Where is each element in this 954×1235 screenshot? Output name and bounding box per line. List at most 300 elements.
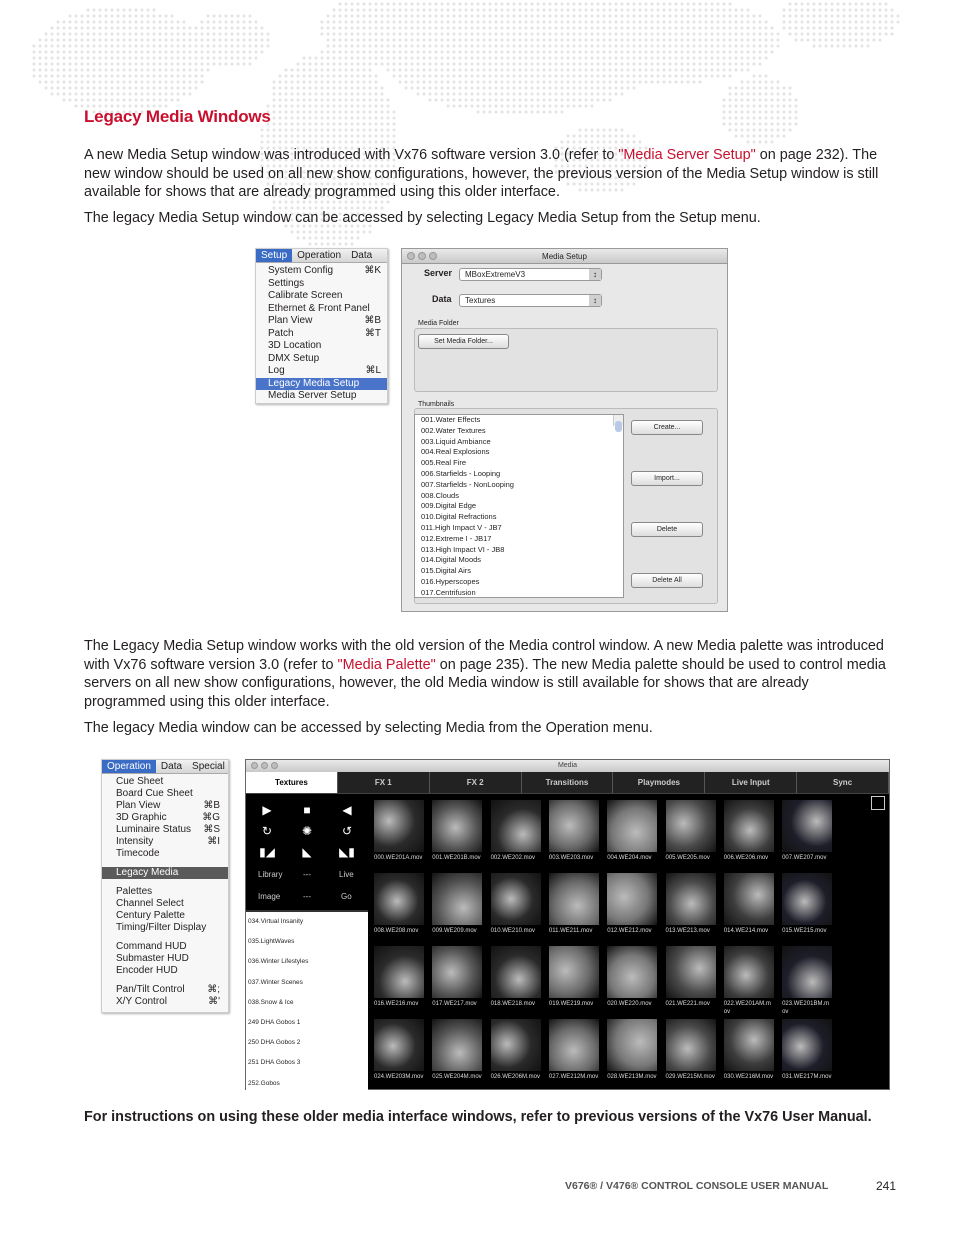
- thumbnail-image: [666, 1019, 716, 1071]
- map-dot: [129, 27, 132, 30]
- menu-data[interactable]: Data: [351, 250, 373, 261]
- menu-item[interactable]: [102, 836, 228, 848]
- map-dot: [123, 33, 126, 36]
- map-dot: [579, 15, 582, 18]
- menu-item[interactable]: [256, 303, 387, 316]
- map-dot: [51, 39, 54, 42]
- list-item[interactable]: 249 DHA Gobos 1: [248, 1018, 301, 1026]
- map-dot: [603, 99, 606, 102]
- list-item[interactable]: 003.Liquid Ambiance: [421, 436, 491, 446]
- bounce-icon[interactable]: ↺: [341, 824, 353, 838]
- map-dot: [39, 63, 42, 66]
- menu-item-shortcut: ⌘L: [365, 365, 381, 376]
- map-dot: [423, 63, 426, 66]
- map-dot: [333, 231, 336, 234]
- map-dot: [381, 3, 384, 6]
- map-dot: [411, 39, 414, 42]
- map-dot: [147, 9, 150, 12]
- map-dot: [807, 9, 810, 12]
- map-dot: [537, 3, 540, 6]
- map-dot: [435, 81, 438, 84]
- map-dot: [429, 93, 432, 96]
- map-dot: [297, 69, 300, 72]
- menu-item[interactable]: [102, 812, 228, 824]
- map-dot: [567, 3, 570, 6]
- menu-item-label: DMX Setup: [268, 352, 320, 364]
- menu-item[interactable]: [102, 922, 228, 934]
- menu-item[interactable]: [256, 278, 387, 291]
- media-thumbnail[interactable]: [724, 946, 774, 1016]
- media-thumbnail[interactable]: [666, 1019, 716, 1089]
- map-dot: [339, 39, 342, 42]
- map-dot: [141, 45, 144, 48]
- delete-all-button[interactable]: Delete All: [631, 573, 703, 588]
- map-dot: [561, 27, 564, 30]
- live-button[interactable]: Live: [339, 870, 354, 879]
- menu-item[interactable]: [256, 265, 387, 278]
- map-dot: [573, 141, 576, 144]
- map-dot: [429, 27, 432, 30]
- media-server-setup-link[interactable]: "Media Server Setup": [618, 147, 756, 163]
- list-item[interactable]: 251 DHA Gobos 3: [248, 1059, 301, 1067]
- map-dot: [285, 129, 288, 132]
- map-dot: [477, 21, 480, 24]
- map-dot: [147, 39, 150, 42]
- map-dot: [279, 75, 282, 78]
- menu-item[interactable]: [102, 824, 228, 836]
- map-dot: [111, 27, 114, 30]
- media-thumbnail[interactable]: [432, 873, 482, 943]
- list-item[interactable]: 012.Extreme I - JB17: [421, 533, 492, 543]
- map-dot: [81, 87, 84, 90]
- map-dot: [321, 237, 324, 240]
- map-dot: [453, 63, 456, 66]
- media-thumbnail[interactable]: [374, 873, 424, 943]
- map-dot: [309, 117, 312, 120]
- zoom-icon[interactable]: [271, 762, 278, 769]
- media-thumbnail[interactable]: [432, 1019, 482, 1089]
- set-media-folder-button[interactable]: Set Media Folder...: [418, 334, 509, 349]
- map-dot: [447, 63, 450, 66]
- menu-setup[interactable]: Setup: [256, 249, 292, 262]
- map-dot: [219, 21, 222, 24]
- map-dot: [489, 3, 492, 6]
- loop-icon[interactable]: ↻: [261, 824, 273, 838]
- tab-textures[interactable]: Textures: [246, 772, 338, 793]
- map-dot: [501, 75, 504, 78]
- map-dot: [627, 45, 630, 48]
- menu-item[interactable]: [256, 290, 387, 303]
- map-dot: [141, 57, 144, 60]
- map-dot: [717, 63, 720, 66]
- map-dot: [549, 15, 552, 18]
- map-dot: [201, 51, 204, 54]
- tab-playmodes[interactable]: Playmodes: [613, 772, 705, 793]
- map-dot: [843, 39, 846, 42]
- list-scrollbar[interactable]: [613, 415, 623, 426]
- media-thumbnail[interactable]: [374, 1019, 424, 1089]
- map-dot: [585, 75, 588, 78]
- menu-item-shortcut: ⌘T: [364, 327, 381, 339]
- map-dot: [357, 63, 360, 66]
- map-dot: [171, 99, 174, 102]
- map-dot: [537, 75, 540, 78]
- map-dot: [75, 69, 78, 72]
- map-dot: [867, 27, 870, 30]
- map-dot: [471, 99, 474, 102]
- media-thumbnail[interactable]: [724, 800, 774, 870]
- list-item[interactable]: 007.Starfields - NonLooping: [421, 479, 514, 489]
- map-dot: [759, 45, 762, 48]
- map-dot: [435, 3, 438, 6]
- map-dot: [579, 141, 582, 144]
- map-dot: [309, 135, 312, 138]
- map-dot: [639, 141, 642, 144]
- media-thumbnail[interactable]: [491, 800, 541, 870]
- delete-button[interactable]: Delete: [631, 522, 703, 537]
- menu-item[interactable]: [102, 984, 228, 996]
- tab-fx-2[interactable]: FX 2: [430, 772, 522, 793]
- menu-item-shortcut: ⌘B: [203, 800, 220, 811]
- play-icon[interactable]: ▶: [262, 803, 272, 817]
- list-item[interactable]: 252.Gobos: [248, 1079, 280, 1087]
- map-dot: [429, 81, 432, 84]
- map-dot: [519, 45, 522, 48]
- list-item[interactable]: 037.Winter Scenes: [248, 978, 303, 986]
- map-dot: [99, 93, 102, 96]
- map-dot: [99, 75, 102, 78]
- map-dot: [477, 33, 480, 36]
- map-dot: [645, 27, 648, 30]
- media-thumbnail[interactable]: [607, 873, 657, 943]
- map-dot: [291, 93, 294, 96]
- media-thumbnail[interactable]: [374, 946, 424, 1016]
- menu-data[interactable]: Data: [160, 761, 183, 772]
- media-thumbnail[interactable]: [607, 1019, 657, 1089]
- list-item[interactable]: 016.Hyperscopes: [421, 576, 480, 586]
- media-thumbnail[interactable]: [549, 1019, 599, 1089]
- media-library-list[interactable]: [246, 910, 368, 1090]
- map-dot: [57, 33, 60, 36]
- map-dot: [849, 45, 852, 48]
- map-dot: [519, 99, 522, 102]
- map-dot: [477, 63, 480, 66]
- map-dot: [45, 75, 48, 78]
- reverse-icon[interactable]: ◀: [342, 803, 352, 817]
- map-dot: [723, 33, 726, 36]
- media-thumbnail[interactable]: [724, 1019, 774, 1089]
- list-item[interactable]: 008.Clouds: [421, 490, 459, 500]
- menu-item[interactable]: [102, 996, 228, 1008]
- import-button[interactable]: Import...: [631, 471, 703, 486]
- map-dot: [669, 57, 672, 60]
- media-thumbnail[interactable]: [491, 1019, 541, 1089]
- list-item[interactable]: 011.High Impact V - JB7: [421, 522, 502, 532]
- map-dot: [141, 63, 144, 66]
- server-select[interactable]: MBoxExtremeV3 ↕: [459, 268, 602, 281]
- map-dot: [201, 33, 204, 36]
- map-dot: [69, 93, 72, 96]
- menu-item[interactable]: [102, 800, 228, 812]
- media-thumbnail[interactable]: [491, 873, 541, 943]
- map-dot: [495, 15, 498, 18]
- map-dot: [327, 15, 330, 18]
- menu-item[interactable]: [102, 788, 228, 800]
- media-thumbnail[interactable]: [491, 946, 541, 1016]
- map-dot: [345, 99, 348, 102]
- map-dot: [333, 81, 336, 84]
- media-thumbnail[interactable]: [782, 800, 832, 870]
- tab-fx-1[interactable]: FX 1: [338, 772, 430, 793]
- map-dot: [543, 99, 546, 102]
- menu-item[interactable]: [102, 941, 228, 953]
- map-dot: [381, 141, 384, 144]
- map-dot: [717, 27, 720, 30]
- list-item[interactable]: 001.Water Effects: [421, 415, 481, 424]
- section-heading: Legacy Media Windows: [84, 107, 271, 126]
- map-dot: [651, 63, 654, 66]
- map-dot: [333, 9, 336, 12]
- list-item[interactable]: 002.Water Textures: [421, 425, 486, 435]
- map-dot: [339, 27, 342, 30]
- menu-operation[interactable]: Operation: [297, 250, 342, 261]
- map-dot: [219, 45, 222, 48]
- map-dot: [441, 93, 444, 96]
- go-button[interactable]: Go: [341, 892, 352, 901]
- list-item[interactable]: 035.LightWaves: [248, 938, 295, 946]
- map-dot: [165, 69, 168, 72]
- close-icon[interactable]: [251, 762, 258, 769]
- map-dot: [333, 243, 336, 246]
- map-dot: [861, 33, 864, 36]
- map-dot: [621, 15, 624, 18]
- map-dot: [501, 15, 504, 18]
- map-dot: [891, 33, 894, 36]
- list-item[interactable]: 038.Snow & Ice: [248, 998, 294, 1006]
- media-thumbnail[interactable]: [374, 800, 424, 870]
- media-thumbnail[interactable]: [549, 873, 599, 943]
- media-thumbnail[interactable]: [432, 800, 482, 870]
- grid-scroll-box[interactable]: [871, 796, 885, 810]
- media-thumbnail[interactable]: [782, 873, 832, 943]
- map-dot: [729, 117, 732, 120]
- map-dot: [747, 57, 750, 60]
- menu-item[interactable]: [102, 965, 228, 977]
- map-dot: [393, 39, 396, 42]
- step-forward-icon[interactable]: ▮◢: [259, 845, 275, 859]
- list-item[interactable]: 010.Digital Refractions: [421, 512, 497, 522]
- map-dot: [573, 9, 576, 12]
- menu-item[interactable]: [256, 378, 387, 391]
- map-dot: [387, 129, 390, 132]
- map-dot: [483, 9, 486, 12]
- list-item[interactable]: 034.Virtual Insanity: [248, 918, 304, 925]
- map-dot: [729, 87, 732, 90]
- map-dot: [813, 21, 816, 24]
- list-item[interactable]: 036.Winter Lifestyles: [248, 958, 309, 966]
- map-dot: [219, 39, 222, 42]
- map-dot: [291, 75, 294, 78]
- map-dot: [405, 63, 408, 66]
- map-dot: [633, 45, 636, 48]
- stop-icon[interactable]: ■: [303, 803, 311, 817]
- map-dot: [885, 27, 888, 30]
- map-dot: [609, 63, 612, 66]
- map-dot: [585, 105, 588, 108]
- map-dot: [255, 51, 258, 54]
- map-dot: [531, 39, 534, 42]
- map-dot: [171, 33, 174, 36]
- media-thumbnail[interactable]: [432, 946, 482, 1016]
- map-dot: [291, 231, 294, 234]
- list-item[interactable]: 013.High Impact VI - JB8: [421, 544, 505, 554]
- map-dot: [843, 21, 846, 24]
- map-dot: [357, 99, 360, 102]
- map-dot: [417, 69, 420, 72]
- map-dot: [789, 9, 792, 12]
- map-dot: [345, 237, 348, 240]
- media-thumbnail[interactable]: [607, 800, 657, 870]
- scroll-thumb[interactable]: [615, 421, 622, 432]
- menu-item[interactable]: [102, 910, 228, 922]
- menu-item-shortcut: ⌘B: [364, 315, 381, 326]
- map-dot: [129, 69, 132, 72]
- list-item[interactable]: 014.Digital Moods: [421, 555, 482, 565]
- map-dot: [375, 3, 378, 6]
- map-dot: [633, 141, 636, 144]
- map-dot: [855, 21, 858, 24]
- map-dot: [471, 9, 474, 12]
- menu-item[interactable]: [102, 867, 228, 879]
- map-dot: [735, 117, 738, 120]
- media-thumbnail[interactable]: [666, 800, 716, 870]
- media-thumbnail[interactable]: [666, 873, 716, 943]
- media-thumbnail[interactable]: [607, 946, 657, 1016]
- list-item[interactable]: 005.Real Fire: [421, 458, 467, 468]
- map-dot: [765, 111, 768, 114]
- map-dot: [465, 75, 468, 78]
- menu-item[interactable]: [256, 353, 387, 366]
- map-dot: [213, 21, 216, 24]
- random-icon[interactable]: ✺: [301, 824, 313, 838]
- map-dot: [75, 93, 78, 96]
- map-dot: [51, 63, 54, 66]
- media-thumbnail[interactable]: [549, 800, 599, 870]
- menu-item[interactable]: [102, 898, 228, 910]
- map-dot: [297, 237, 300, 240]
- map-dot: [657, 15, 660, 18]
- map-dot: [213, 33, 216, 36]
- pause-icon[interactable]: ◣: [302, 845, 312, 859]
- map-dot: [741, 129, 744, 132]
- media-thumbnail[interactable]: [782, 946, 832, 1016]
- list-item[interactable]: 017.Centrifusion: [421, 587, 476, 597]
- media-thumbnail[interactable]: [549, 946, 599, 1016]
- map-dot: [441, 39, 444, 42]
- menu-operation[interactable]: Operation: [102, 760, 156, 773]
- map-dot: [561, 57, 564, 60]
- map-dot: [171, 87, 174, 90]
- close-icon[interactable]: [407, 252, 415, 260]
- map-dot: [555, 15, 558, 18]
- map-dot: [567, 69, 570, 72]
- map-dot: [159, 69, 162, 72]
- menu-item[interactable]: [102, 953, 228, 965]
- map-dot: [753, 15, 756, 18]
- map-dot: [195, 81, 198, 84]
- map-dot: [93, 45, 96, 48]
- thumbnails-list[interactable]: [414, 414, 624, 598]
- tab-transitions[interactable]: Transitions: [522, 772, 614, 793]
- media-palette-link[interactable]: "Media Palette": [337, 656, 436, 673]
- tab-live-input[interactable]: Live Input: [705, 772, 797, 793]
- map-dot: [363, 15, 366, 18]
- map-dot: [357, 27, 360, 30]
- map-dot: [249, 27, 252, 30]
- thumbnail-caption: 023.WE201BM.mov: [782, 1001, 830, 1015]
- menu-item[interactable]: [256, 365, 387, 378]
- map-dot: [327, 45, 330, 48]
- map-dot: [153, 39, 156, 42]
- menu-item[interactable]: [102, 848, 228, 860]
- map-dot: [357, 123, 360, 126]
- menu-item[interactable]: [256, 328, 387, 341]
- map-dot: [729, 63, 732, 66]
- list-item[interactable]: 009.Digital Edge: [421, 501, 477, 511]
- menu-item[interactable]: [256, 315, 387, 328]
- map-dot: [591, 87, 594, 90]
- list-item[interactable]: 015.Digital Airs: [421, 566, 472, 576]
- menu-item[interactable]: [102, 776, 228, 788]
- list-item[interactable]: 006.Starfields - Looping: [421, 468, 501, 478]
- tab-sync[interactable]: Sync: [797, 772, 889, 793]
- menu-special[interactable]: Special: [192, 761, 225, 772]
- menu-item[interactable]: [256, 340, 387, 353]
- media-thumbnail[interactable]: [666, 946, 716, 1016]
- map-dot: [813, 45, 816, 48]
- map-dot: [465, 87, 468, 90]
- zoom-icon[interactable]: [429, 252, 437, 260]
- map-dot: [531, 105, 534, 108]
- map-dot: [525, 63, 528, 66]
- map-dot: [795, 3, 798, 6]
- step-back-icon[interactable]: ◣▮: [339, 845, 355, 859]
- minimize-icon[interactable]: [418, 252, 426, 260]
- map-dot: [435, 21, 438, 24]
- map-dot: [63, 69, 66, 72]
- map-dot: [135, 27, 138, 30]
- map-dot: [51, 75, 54, 78]
- menu-item[interactable]: [102, 886, 228, 898]
- create-button[interactable]: Create...: [631, 420, 703, 435]
- map-dot: [621, 75, 624, 78]
- map-dot: [879, 3, 882, 6]
- minimize-icon[interactable]: [261, 762, 268, 769]
- data-select[interactable]: Textures ↕: [459, 294, 602, 307]
- map-dot: [483, 51, 486, 54]
- menu-item[interactable]: [256, 390, 387, 403]
- map-dot: [459, 69, 462, 72]
- map-dot: [75, 51, 78, 54]
- media-thumbnail[interactable]: [724, 873, 774, 943]
- map-dot: [465, 57, 468, 60]
- map-dot: [339, 231, 342, 234]
- list-item[interactable]: 250 DHA Gobos 2: [248, 1039, 301, 1047]
- list-item[interactable]: 004.Real Explosions: [421, 447, 490, 457]
- map-dot: [201, 63, 204, 66]
- map-dot: [543, 15, 546, 18]
- media-thumbnail[interactable]: [782, 1019, 832, 1089]
